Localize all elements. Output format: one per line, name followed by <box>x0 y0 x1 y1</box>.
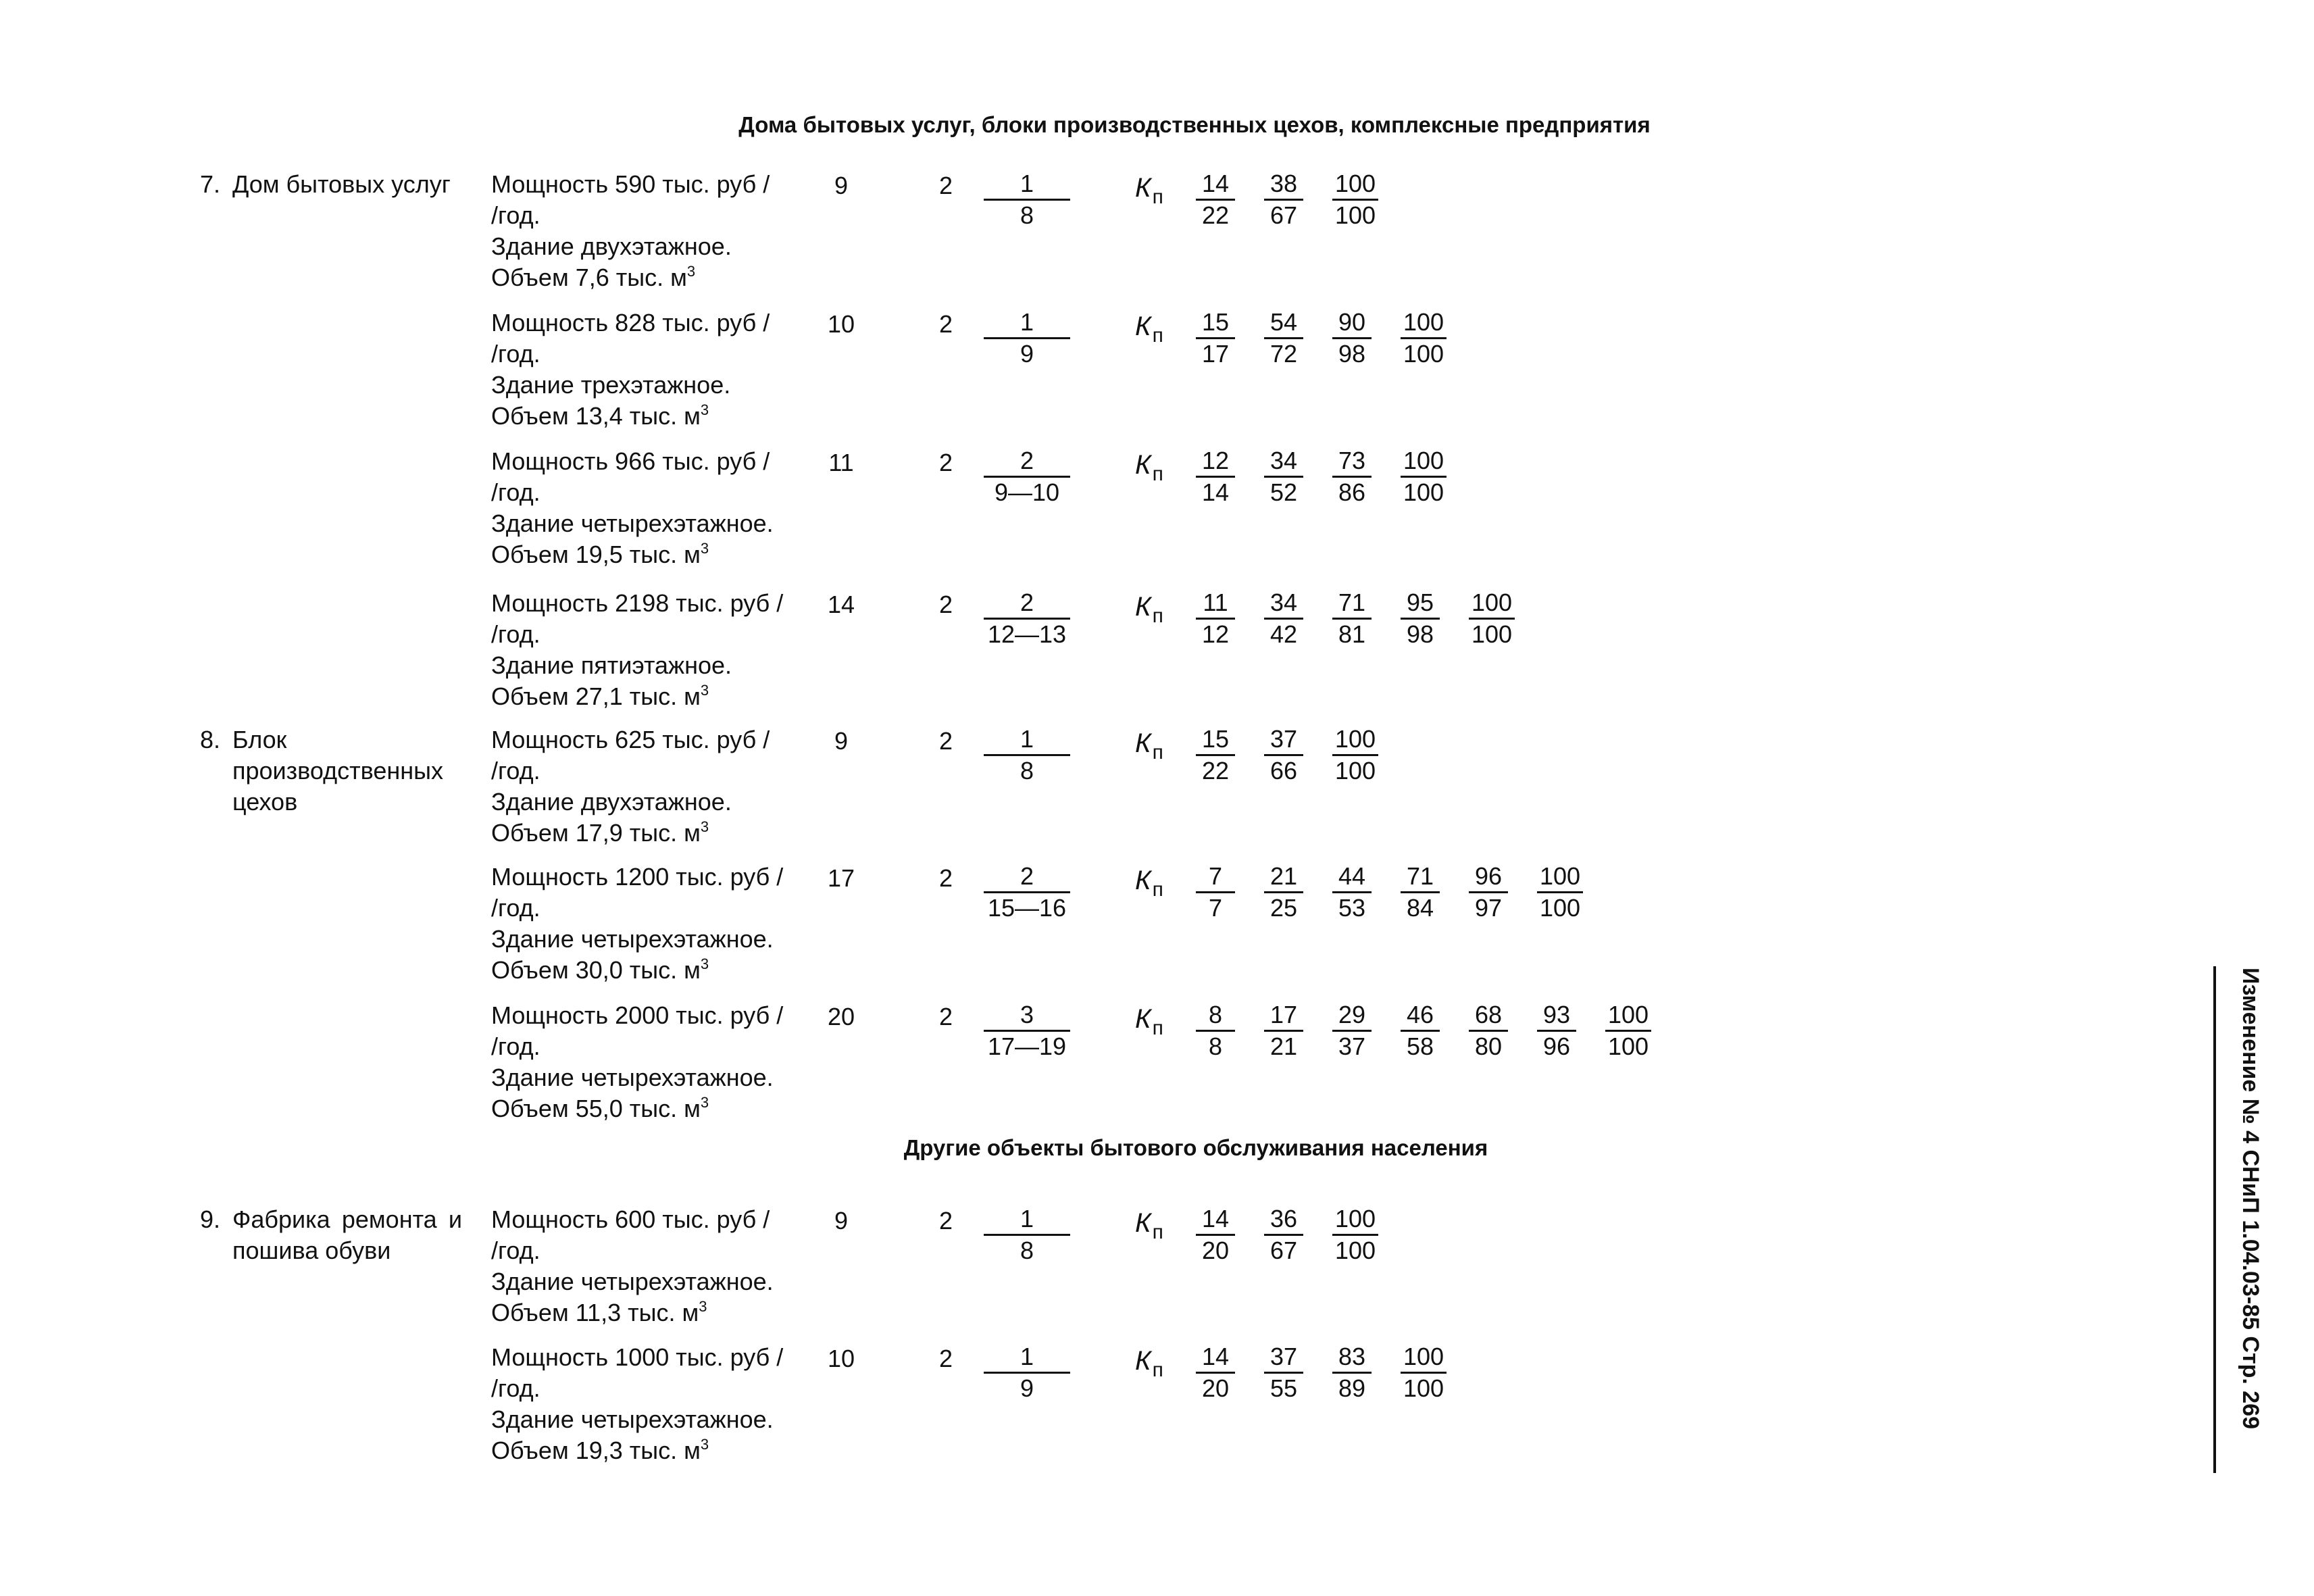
stage-fraction <box>984 307 1070 369</box>
coefficient-letter: К <box>1135 866 1151 895</box>
duration-value: 9 <box>834 1207 849 1235</box>
description-line <box>491 1235 829 1266</box>
fraction-denominator: 72 <box>1269 340 1298 368</box>
fraction-numerator: 100 <box>1605 1000 1651 1032</box>
percentage-fraction <box>1401 1342 1447 1403</box>
unit-superscript: 3 <box>700 1094 709 1111</box>
coefficient-subscript: п <box>1152 1359 1163 1381</box>
fraction-denominator: 22 <box>1201 757 1230 784</box>
fraction-denominator: 58 <box>1406 1032 1434 1060</box>
unit-superscript: 3 <box>699 1298 707 1315</box>
description-line <box>491 681 829 716</box>
object-name: Фабрика ремонта и пошива обуви <box>232 1205 462 1264</box>
description-text: Объем 7,6 тыс. м <box>491 264 687 291</box>
fraction-denominator: 17 <box>1201 340 1230 368</box>
coefficient-symbol <box>1135 1208 1163 1243</box>
percentage-fraction <box>1332 724 1378 786</box>
description-cell <box>491 1204 829 1332</box>
fraction-denominator: 100 <box>1403 340 1444 368</box>
fraction-numerator: 34 <box>1264 446 1303 478</box>
coefficient-symbol <box>1135 1346 1163 1381</box>
unit-superscript: 3 <box>700 1436 709 1453</box>
fraction-numerator: 37 <box>1264 724 1303 756</box>
duration-value: 9 <box>834 727 849 755</box>
description-line <box>491 1404 829 1435</box>
description-line <box>491 818 829 852</box>
percentage-fraction <box>1264 724 1303 786</box>
coefficient-subscript: п <box>1152 878 1163 901</box>
percentage-fraction <box>1264 1342 1303 1403</box>
fraction-numerator: 90 <box>1332 307 1372 339</box>
description-text: Объем 13,4 тыс. м <box>491 402 701 430</box>
stage-fraction <box>984 1204 1070 1266</box>
fraction-denominator: 100 <box>1608 1032 1649 1060</box>
stage-numerator: 2 <box>984 588 1070 620</box>
description-line <box>491 446 829 477</box>
fraction-denominator: 98 <box>1338 340 1366 368</box>
description-line <box>491 893 829 924</box>
stage-fraction <box>984 1342 1070 1403</box>
description-text: /год. <box>491 340 540 368</box>
description-text: Здание четырехэтажное. <box>491 509 774 537</box>
fraction-denominator: 98 <box>1406 620 1434 648</box>
fraction-numerator: 100 <box>1332 1204 1378 1236</box>
description-line <box>491 1435 829 1470</box>
description-text: Мощность 2198 тыс. руб / <box>491 589 784 617</box>
preparation-value: 2 <box>938 591 953 618</box>
object-number: 8. <box>200 726 221 753</box>
duration-value: 11 <box>828 449 854 476</box>
fraction-numerator: 54 <box>1264 307 1303 339</box>
coefficient-letter: К <box>1135 1004 1151 1034</box>
fraction-numerator: 15 <box>1196 307 1235 339</box>
percentage-fraction <box>1469 588 1515 649</box>
percentage-fraction <box>1196 169 1235 230</box>
percentage-fraction <box>1537 862 1583 923</box>
description-line <box>491 1093 829 1128</box>
stage-numerator: 1 <box>984 1342 1070 1374</box>
coefficient-subscript: п <box>1152 741 1163 764</box>
description-text: Здание четырехэтажное. <box>491 1405 774 1433</box>
description-text: /год. <box>491 1032 540 1060</box>
coefficient-symbol <box>1135 866 1163 901</box>
coefficient-symbol <box>1135 1004 1163 1039</box>
percentage-fraction <box>1196 862 1235 923</box>
fraction-denominator: 100 <box>1403 1374 1444 1402</box>
stage-denominator: 9 <box>1020 340 1034 368</box>
description-text: /год. <box>491 1237 540 1264</box>
coefficient-symbol <box>1135 728 1163 764</box>
fraction-numerator: 71 <box>1401 862 1440 893</box>
fraction-numerator: 100 <box>1537 862 1583 893</box>
fraction-numerator: 29 <box>1332 1000 1372 1032</box>
percentage-fraction <box>1401 588 1440 649</box>
fraction-numerator: 100 <box>1401 446 1447 478</box>
percentage-fraction <box>1264 588 1303 649</box>
percentage-fraction <box>1401 1000 1440 1062</box>
coefficient-letter: К <box>1135 1346 1151 1376</box>
fraction-numerator: 11 <box>1196 588 1235 620</box>
stage-denominator: 8 <box>1020 201 1034 229</box>
percentage-fraction <box>1401 307 1447 369</box>
description-line <box>491 1000 829 1031</box>
fraction-numerator: 14 <box>1196 1342 1235 1374</box>
percentage-fraction <box>1401 446 1447 507</box>
percentage-fraction <box>1605 1000 1651 1062</box>
description-text: Мощность 1200 тыс. руб / <box>491 863 784 891</box>
coefficient-letter: К <box>1135 173 1151 203</box>
fraction-denominator: 67 <box>1269 201 1298 229</box>
fraction-denominator: 97 <box>1474 894 1503 922</box>
table-row <box>0 169 2314 304</box>
description-text: Объем 17,9 тыс. м <box>491 819 701 847</box>
duration-value: 10 <box>827 310 855 338</box>
unit-superscript: 3 <box>686 263 696 280</box>
fraction-denominator: 14 <box>1201 478 1230 506</box>
description-line <box>491 1062 829 1093</box>
fraction-denominator: 12 <box>1201 620 1230 648</box>
description-text: Объем 11,3 тыс. м <box>491 1299 699 1326</box>
fraction-numerator: 34 <box>1264 588 1303 620</box>
coefficient-symbol <box>1135 592 1163 627</box>
fraction-denominator: 100 <box>1403 478 1444 506</box>
fraction-denominator: 8 <box>1208 1032 1223 1060</box>
description-line <box>491 1204 829 1235</box>
percentage-fraction <box>1196 1204 1235 1266</box>
stage-numerator: 3 <box>984 1000 1070 1032</box>
description-line <box>491 650 829 681</box>
percentage-fraction <box>1264 446 1303 507</box>
object-number: 7. <box>200 170 221 198</box>
percentage-fraction <box>1196 446 1235 507</box>
description-text: Здание четырехэтажное. <box>491 925 774 953</box>
percentage-fraction <box>1332 588 1372 649</box>
description-line <box>491 401 829 435</box>
description-line <box>491 755 829 787</box>
description-cell <box>491 588 829 716</box>
description-text: Мощность 590 тыс. руб / <box>491 170 770 198</box>
fraction-numerator: 17 <box>1264 1000 1303 1032</box>
description-text: Объем 30,0 тыс. м <box>491 956 701 984</box>
fraction-denominator: 20 <box>1201 1237 1230 1264</box>
coefficient-letter: К <box>1135 450 1151 480</box>
fraction-numerator: 71 <box>1332 588 1372 620</box>
coefficient-letter: К <box>1135 311 1151 341</box>
stage-numerator: 1 <box>984 169 1070 201</box>
percentage-fraction <box>1332 1000 1372 1062</box>
coefficient-subscript: п <box>1152 1221 1163 1243</box>
fraction-numerator: 21 <box>1264 862 1303 893</box>
description-text: Объем 19,3 тыс. м <box>491 1437 701 1464</box>
description-line <box>491 1342 829 1373</box>
percentage-fraction <box>1332 1342 1372 1403</box>
stage-denominator: 8 <box>1020 1237 1034 1264</box>
fraction-denominator: 80 <box>1474 1032 1503 1060</box>
percentage-fraction <box>1332 169 1378 230</box>
coefficient-letter: К <box>1135 592 1151 622</box>
preparation-value: 2 <box>938 449 953 476</box>
description-text: Мощность 828 тыс. руб / <box>491 309 770 336</box>
side-label: Изменение № 4 СНиП 1.04.03-85 Стр. 269 <box>2238 968 2263 1430</box>
fraction-denominator: 100 <box>1335 757 1376 784</box>
fraction-denominator: 100 <box>1335 1237 1376 1264</box>
description-cell <box>491 862 829 989</box>
stage-numerator: 1 <box>984 307 1070 339</box>
table-row <box>0 307 2314 443</box>
description-text: /год. <box>491 201 540 229</box>
fraction-numerator: 14 <box>1196 1204 1235 1236</box>
percentage-fraction <box>1332 307 1372 369</box>
coefficient-symbol <box>1135 311 1163 347</box>
description-line <box>491 787 829 818</box>
duration-value: 9 <box>834 172 849 199</box>
percentage-fraction <box>1264 307 1303 369</box>
unit-superscript: 3 <box>700 818 709 835</box>
stage-fraction <box>984 862 1070 923</box>
description-text: Мощность 966 тыс. руб / <box>491 447 770 475</box>
coefficient-symbol <box>1135 450 1163 485</box>
coefficient-subscript: п <box>1152 324 1163 347</box>
stage-numerator: 1 <box>984 1204 1070 1236</box>
table-row <box>0 724 2314 859</box>
fraction-numerator: 68 <box>1469 1000 1508 1032</box>
description-text: Мощность 625 тыс. руб / <box>491 726 770 753</box>
table-row <box>0 1000 2314 1135</box>
description-cell <box>491 307 829 435</box>
coefficient-subscript: п <box>1152 605 1163 627</box>
fraction-numerator: 37 <box>1264 1342 1303 1374</box>
fraction-numerator: 100 <box>1332 169 1378 201</box>
preparation-value: 2 <box>938 1207 953 1235</box>
description-line <box>491 1297 829 1332</box>
percentage-fraction <box>1264 1204 1303 1266</box>
description-text: Здание четырехэтажное. <box>491 1064 774 1091</box>
fraction-numerator: 96 <box>1469 862 1508 893</box>
description-text: Объем 27,1 тыс. м <box>491 682 701 710</box>
preparation-value: 2 <box>938 1345 953 1372</box>
fraction-denominator: 96 <box>1542 1032 1571 1060</box>
stage-denominator: 12—13 <box>987 620 1067 648</box>
percentage-fraction <box>1264 169 1303 230</box>
description-text: Мощность 2000 тыс. руб / <box>491 1001 784 1029</box>
stage-numerator: 1 <box>984 724 1070 756</box>
section-title-2: Другие объекты бытового обслуживания населения <box>903 1135 1488 1160</box>
preparation-value: 2 <box>938 727 953 755</box>
fraction-numerator: 73 <box>1332 446 1372 478</box>
percentage-fraction <box>1264 1000 1303 1062</box>
table-row <box>0 446 2314 581</box>
fraction-numerator: 12 <box>1196 446 1235 478</box>
description-text: Мощность 1000 тыс. руб / <box>491 1343 784 1371</box>
fraction-numerator: 15 <box>1196 724 1235 756</box>
fraction-numerator: 7 <box>1196 862 1235 893</box>
table-row <box>0 1204 2314 1339</box>
fraction-denominator: 67 <box>1269 1237 1298 1264</box>
description-line <box>491 924 829 955</box>
fraction-denominator: 37 <box>1338 1032 1366 1060</box>
description-text: Здание четырехэтажное. <box>491 1268 774 1295</box>
description-line <box>491 262 829 297</box>
description-cell <box>491 724 829 852</box>
duration-value: 20 <box>827 1003 855 1030</box>
fraction-denominator: 89 <box>1338 1374 1366 1402</box>
description-text: Здание двухэтажное. <box>491 232 732 260</box>
unit-superscript: 3 <box>700 540 709 557</box>
preparation-value: 2 <box>938 1003 953 1030</box>
coefficient-symbol <box>1135 173 1163 208</box>
percentage-fraction <box>1196 1342 1235 1403</box>
unit-superscript: 3 <box>700 401 709 418</box>
fraction-denominator: 100 <box>1335 201 1376 229</box>
description-line <box>491 169 829 200</box>
fraction-numerator: 100 <box>1332 724 1378 756</box>
object-name: Дом бытовых услуг <box>232 170 451 198</box>
percentage-fraction <box>1401 862 1440 923</box>
description-line <box>491 1266 829 1297</box>
description-text: /год. <box>491 1374 540 1402</box>
fraction-denominator: 25 <box>1269 894 1298 922</box>
description-line <box>491 1373 829 1404</box>
fraction-numerator: 46 <box>1401 1000 1440 1032</box>
fraction-denominator: 42 <box>1269 620 1298 648</box>
stage-denominator: 9—10 <box>994 478 1060 506</box>
fraction-denominator: 100 <box>1540 894 1581 922</box>
coefficient-subscript: п <box>1152 1017 1163 1039</box>
percentage-fraction <box>1537 1000 1576 1062</box>
section-title-1: Дома бытовых услуг, блоки производственных цехов, комплексные предприятия <box>738 112 1651 137</box>
fraction-denominator: 21 <box>1269 1032 1298 1060</box>
percentage-fraction <box>1196 1000 1235 1062</box>
description-line <box>491 539 829 574</box>
description-line <box>491 231 829 262</box>
percentage-fraction <box>1196 724 1235 786</box>
fraction-denominator: 86 <box>1338 478 1366 506</box>
description-text: Мощность 600 тыс. руб / <box>491 1205 770 1233</box>
fraction-numerator: 36 <box>1264 1204 1303 1236</box>
preparation-value: 2 <box>938 310 953 338</box>
fraction-numerator: 44 <box>1332 862 1372 893</box>
coefficient-letter: К <box>1135 728 1151 758</box>
description-line <box>491 307 829 339</box>
fraction-denominator: 53 <box>1338 894 1366 922</box>
description-text: /год. <box>491 757 540 784</box>
unit-superscript: 3 <box>700 682 709 699</box>
description-line <box>491 508 829 539</box>
percentage-fraction <box>1469 862 1508 923</box>
description-line <box>491 477 829 508</box>
description-text: /год. <box>491 894 540 922</box>
description-text: Объем 19,5 тыс. м <box>491 541 701 568</box>
description-cell <box>491 1342 829 1470</box>
table-row <box>0 862 2314 997</box>
stage-denominator: 9 <box>1020 1374 1034 1402</box>
description-line <box>491 862 829 893</box>
preparation-value: 2 <box>938 864 953 892</box>
description-text: /год. <box>491 620 540 648</box>
table-row <box>0 588 2314 723</box>
stage-fraction <box>984 1000 1070 1062</box>
fraction-denominator: 81 <box>1338 620 1366 648</box>
description-line <box>491 200 829 231</box>
duration-value: 14 <box>827 591 855 618</box>
description-text: Здание трехэтажное. <box>491 371 731 399</box>
fraction-denominator: 22 <box>1201 201 1230 229</box>
stage-fraction <box>984 446 1070 507</box>
fraction-denominator: 52 <box>1269 478 1298 506</box>
description-cell <box>491 446 829 574</box>
stage-numerator: 2 <box>984 862 1070 893</box>
percentage-fraction <box>1332 1204 1378 1266</box>
duration-value: 17 <box>827 864 855 892</box>
description-text: Здание пятиэтажное. <box>491 651 732 679</box>
description-line <box>491 955 829 989</box>
object-number: 9. <box>200 1205 221 1233</box>
description-cell <box>491 169 829 297</box>
coefficient-subscript: п <box>1152 463 1163 485</box>
table-row <box>0 1342 2314 1477</box>
fraction-denominator: 66 <box>1269 757 1298 784</box>
fraction-numerator: 83 <box>1332 1342 1372 1374</box>
stage-denominator: 8 <box>1020 757 1034 784</box>
fraction-denominator: 55 <box>1269 1374 1298 1402</box>
stage-fraction <box>984 724 1070 786</box>
description-line <box>491 1031 829 1062</box>
stage-numerator: 2 <box>984 446 1070 478</box>
fraction-numerator: 14 <box>1196 169 1235 201</box>
fraction-numerator: 100 <box>1401 307 1447 339</box>
fraction-denominator: 100 <box>1472 620 1513 648</box>
description-cell <box>491 1000 829 1128</box>
preparation-value: 2 <box>938 172 953 199</box>
fraction-denominator: 20 <box>1201 1374 1230 1402</box>
fraction-denominator: 7 <box>1208 894 1223 922</box>
description-text: Объем 55,0 тыс. м <box>491 1095 701 1122</box>
fraction-denominator: 84 <box>1406 894 1434 922</box>
duration-value: 10 <box>827 1345 855 1372</box>
fraction-numerator: 38 <box>1264 169 1303 201</box>
percentage-fraction <box>1332 862 1372 923</box>
coefficient-subscript: п <box>1152 186 1163 208</box>
fraction-numerator: 100 <box>1469 588 1515 620</box>
description-line <box>491 724 829 755</box>
fraction-numerator: 8 <box>1196 1000 1235 1032</box>
stage-denominator: 15—16 <box>987 894 1067 922</box>
stage-fraction <box>984 588 1070 649</box>
percentage-fraction <box>1264 862 1303 923</box>
description-text: Здание двухэтажное. <box>491 788 732 816</box>
percentage-fraction <box>1332 446 1372 507</box>
unit-superscript: 3 <box>700 955 709 972</box>
description-line <box>491 370 829 401</box>
percentage-fraction <box>1196 588 1235 649</box>
fraction-numerator: 93 <box>1537 1000 1576 1032</box>
coefficient-letter: К <box>1135 1208 1151 1238</box>
stage-denominator: 17—19 <box>987 1032 1067 1060</box>
percentage-fraction <box>1469 1000 1508 1062</box>
description-text: /год. <box>491 478 540 506</box>
description-line <box>491 619 829 650</box>
description-line <box>491 588 829 619</box>
fraction-numerator: 100 <box>1401 1342 1447 1374</box>
percentage-fraction <box>1196 307 1235 369</box>
description-line <box>491 339 829 370</box>
fraction-numerator: 95 <box>1401 588 1440 620</box>
stage-fraction <box>984 169 1070 230</box>
object-name: Блок производственных цехов <box>232 726 443 816</box>
